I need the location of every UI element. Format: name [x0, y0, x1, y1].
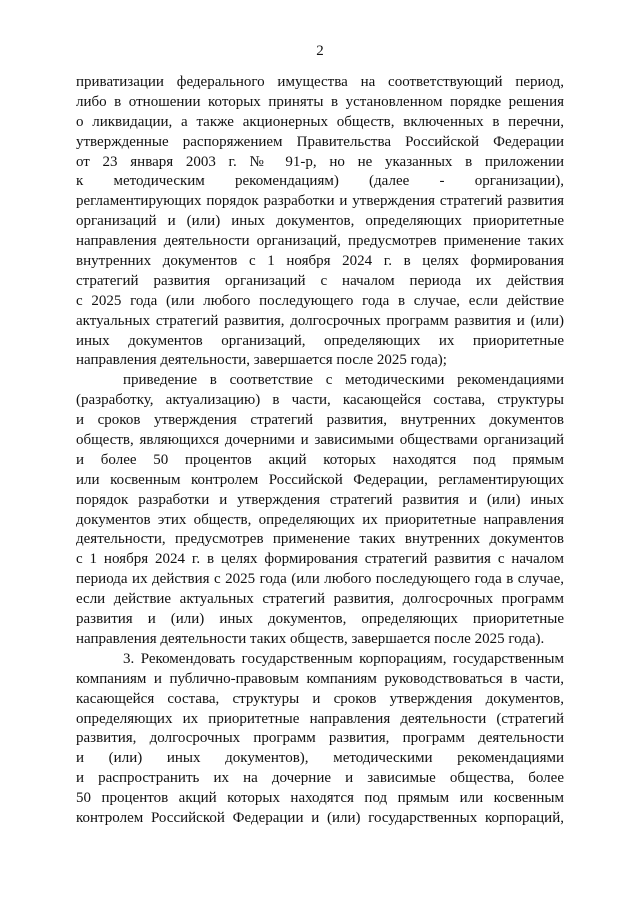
text-line: 3. Рекомендовать государственным корпорациям, государственным	[123, 650, 564, 667]
text-line: внутренних документов с 1 ноября 2024 г. в целях формирования	[76, 253, 564, 270]
page-number: 2	[316, 43, 324, 59]
text-line: направления деятельности таких обществ, завершается после 2025 года).	[76, 630, 545, 647]
paragraph-1	[76, 73, 564, 371]
text-line: приведение в соответствие с методическими рекомендациями	[123, 372, 564, 389]
text-line: стратегий развития организаций с началом периода их действия	[76, 272, 564, 289]
text-line: и сроков утверждения стратегий развития, внутренних документов	[76, 412, 564, 429]
text-line: с 2025 года (или любого последующего года в случае, если действие	[76, 292, 564, 309]
text-line: иных документов организаций, определяющих их приоритетные	[76, 332, 564, 349]
text-line: документов этих обществ, определяющих их приоритетные направления	[76, 511, 564, 528]
text-line: с 1 ноября 2024 г. в целях формирования стратегий развития с началом	[76, 551, 564, 568]
text-line: и более 50 процентов акций которых находятся под прямым	[76, 451, 564, 468]
text-line: направления деятельности организаций, предусмотрев применение таких	[76, 233, 564, 250]
text-line: 50 процентов акций которых находятся под прямым или косвенным	[76, 790, 564, 807]
text-line: либо в отношении которых приняты в установленном порядке решения	[76, 93, 564, 110]
text-line: периода их действия с 2025 года (или любого последующего года в случае,	[76, 571, 564, 588]
text-line: от 23 января 2003 г. № 91-р, но не указанных в приложении	[76, 153, 564, 170]
text-line: регламентирующих порядок разработки и утверждения стратегий развития	[76, 193, 564, 210]
paragraph-3	[76, 650, 564, 829]
paragraph-2	[76, 371, 564, 649]
text-line: и распространить их на дочерние и зависимые общества, более	[76, 770, 564, 787]
text-line: направления деятельности, завершается после 2025 года);	[76, 352, 447, 369]
text-line: развития, долгосрочных программ развития, программ деятельности	[76, 730, 564, 747]
text-line: если действие актуальных стратегий развития, долгосрочных программ	[76, 591, 564, 608]
text-line: (разработку, актуализацию) в части, касающейся состава, структуры	[76, 392, 564, 409]
text-line: о ликвидации, а также акционерных обществ, включенных в перечни,	[76, 113, 564, 130]
text-line: развития и (или) иных документов, определяющих приоритетные	[76, 611, 564, 628]
text-line: или косвенным контролем Российской Федерации, регламентирующих	[76, 471, 564, 488]
text-line: приватизации федерального имущества на соответствующий период,	[76, 74, 564, 90]
text-line: порядок разработки и утверждения стратегий развития и (или) иных	[76, 491, 564, 508]
text-line: компаниям и публично-правовым компаниям руководствоваться в части,	[76, 670, 564, 687]
text-line: контролем Российской Федерации и (или) государственных корпораций,	[76, 809, 564, 826]
text-line: определяющих их приоритетные направления деятельности (стратегий	[76, 710, 564, 727]
text-line: актуальных стратегий развития, долгосрочных программ развития и (или)	[76, 312, 564, 329]
text-line: утвержденные распоряжением Правительства Российской Федерации	[76, 133, 564, 150]
text-line: обществ, являющихся дочерними и зависимыми обществами организаций	[76, 432, 564, 449]
text-line: и (или) иных документов), методическими рекомендациями	[76, 750, 564, 767]
text-line: касающейся состава, структуры и сроков утверждения документов,	[76, 690, 564, 707]
body-text	[76, 73, 564, 829]
text-line: организаций и (или) иных документов, определяющих приоритетные	[76, 213, 564, 230]
text-line: деятельности, предусмотрев применение таких внутренних документов	[76, 531, 564, 548]
text-line: к методическим рекомендациям) (далее - организации),	[76, 173, 564, 190]
